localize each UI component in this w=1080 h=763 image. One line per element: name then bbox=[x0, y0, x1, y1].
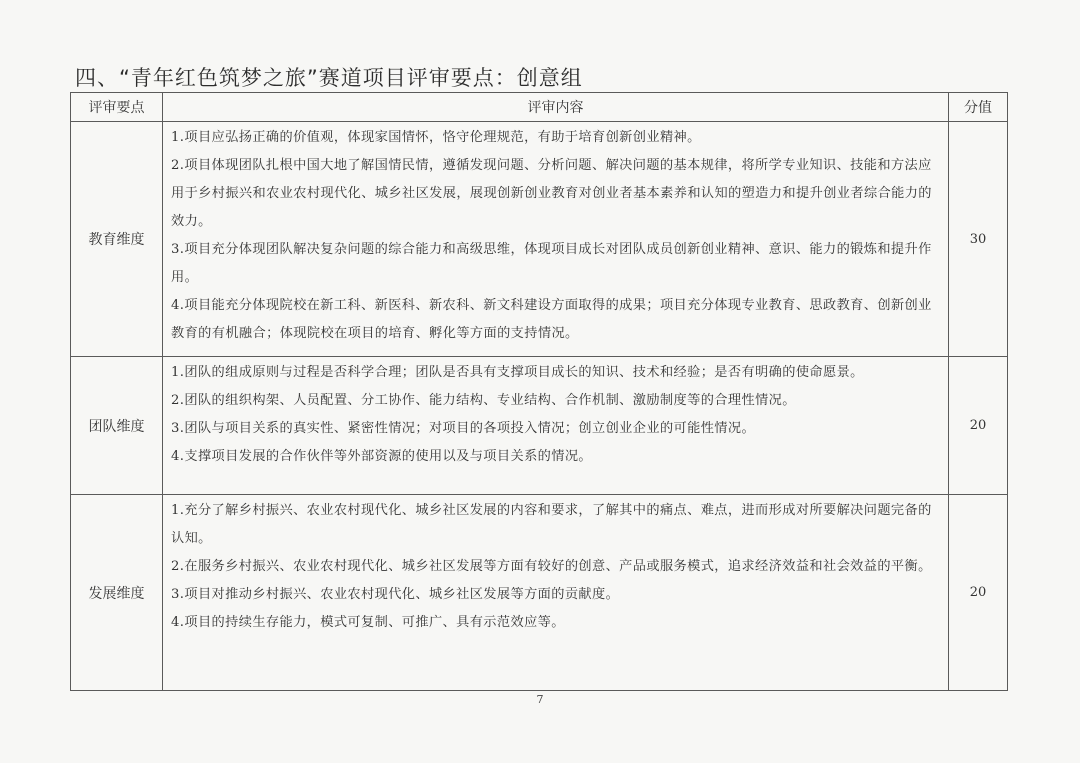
row-score: 20 bbox=[949, 357, 1008, 495]
row-score: 20 bbox=[949, 495, 1008, 691]
row-content bbox=[163, 357, 949, 495]
criterion-item: 1.充分了解乡村振兴、农业农村现代化、城乡社区发展的内容和要求，了解其中的痛点、难点，进而形成对所要解决问题完备的认知。 bbox=[171, 503, 932, 546]
header-dimension: 评审要点 bbox=[71, 93, 163, 122]
criterion-item: 2.在服务乡村振兴、农业农村现代化、城乡社区发展等方面有较好的创意、产品或服务模式，追求经济效益和社会效益的平衡。 bbox=[171, 559, 932, 574]
criterion-item: 2.团队的组织构架、人员配置、分工协作、能力结构、专业结构、合作机制、激励制度等的合理性情况。 bbox=[171, 393, 796, 408]
criterion-item: 3.项目对推动乡村振兴、农业农村现代化、城乡社区发展等方面的贡献度。 bbox=[171, 587, 620, 602]
criterion-item: 4.支撑项目发展的合作伙伴等外部资源的使用以及与项目关系的情况。 bbox=[171, 449, 593, 464]
row-dimension: 教育维度 bbox=[71, 122, 163, 357]
criterion-item: 4.项目的持续生存能力，模式可复制、可推广、具有示范效应等。 bbox=[171, 615, 565, 630]
section-title: 四、“青年红色筑梦之旅”赛道项目评审要点：创意组 bbox=[75, 66, 583, 90]
row-dimension: 团队维度 bbox=[71, 357, 163, 495]
criterion-item: 4.项目能充分体现院校在新工科、新医科、新农科、新文科建设方面取得的成果；项目充分体现专业教育、思政教育、创新创业教育的有机融合；体现院校在项目的培育、孵化等方面的支持情况。 bbox=[171, 298, 932, 341]
criterion-item: 1.项目应弘扬正确的价值观，体现家国情怀，恪守伦理规范，有助于培育创新创业精神。 bbox=[171, 130, 701, 145]
row-dimension: 发展维度 bbox=[71, 495, 163, 691]
criterion-item: 1.团队的组成原则与过程是否科学合理；团队是否具有支撑项目成长的知识、技术和经验；是否有明确的使命愿景。 bbox=[171, 365, 864, 380]
header-score: 分值 bbox=[949, 93, 1008, 122]
table-row bbox=[71, 357, 1008, 495]
table-row bbox=[71, 122, 1008, 357]
row-content bbox=[163, 495, 949, 691]
row-score: 30 bbox=[949, 122, 1008, 357]
evaluation-table bbox=[70, 92, 1008, 691]
header-content: 评审内容 bbox=[163, 93, 949, 122]
table-row bbox=[71, 495, 1008, 691]
page-number: 7 bbox=[536, 693, 544, 706]
criterion-item: 3.团队与项目关系的真实性、紧密性情况；对项目的各项投入情况；创立创业企业的可能性情况。 bbox=[171, 421, 756, 436]
table-header-row bbox=[71, 93, 1008, 122]
row-content bbox=[163, 122, 949, 357]
criterion-item: 2.项目体现团队扎根中国大地了解国情民情，遵循发现问题、分析问题、解决问题的基本规律，将所学专业知识、技能和方法应用于乡村振兴和农业农村现代化、城乡社区发展，展现创新创业教育对创业者基本素养和认知的塑造力和提升创业者综合能力的效力。 bbox=[171, 158, 932, 229]
criterion-item: 3.项目充分体现团队解决复杂问题的综合能力和高级思维，体现项目成长对团队成员创新创业精神、意识、能力的锻炼和提升作用。 bbox=[171, 242, 932, 285]
